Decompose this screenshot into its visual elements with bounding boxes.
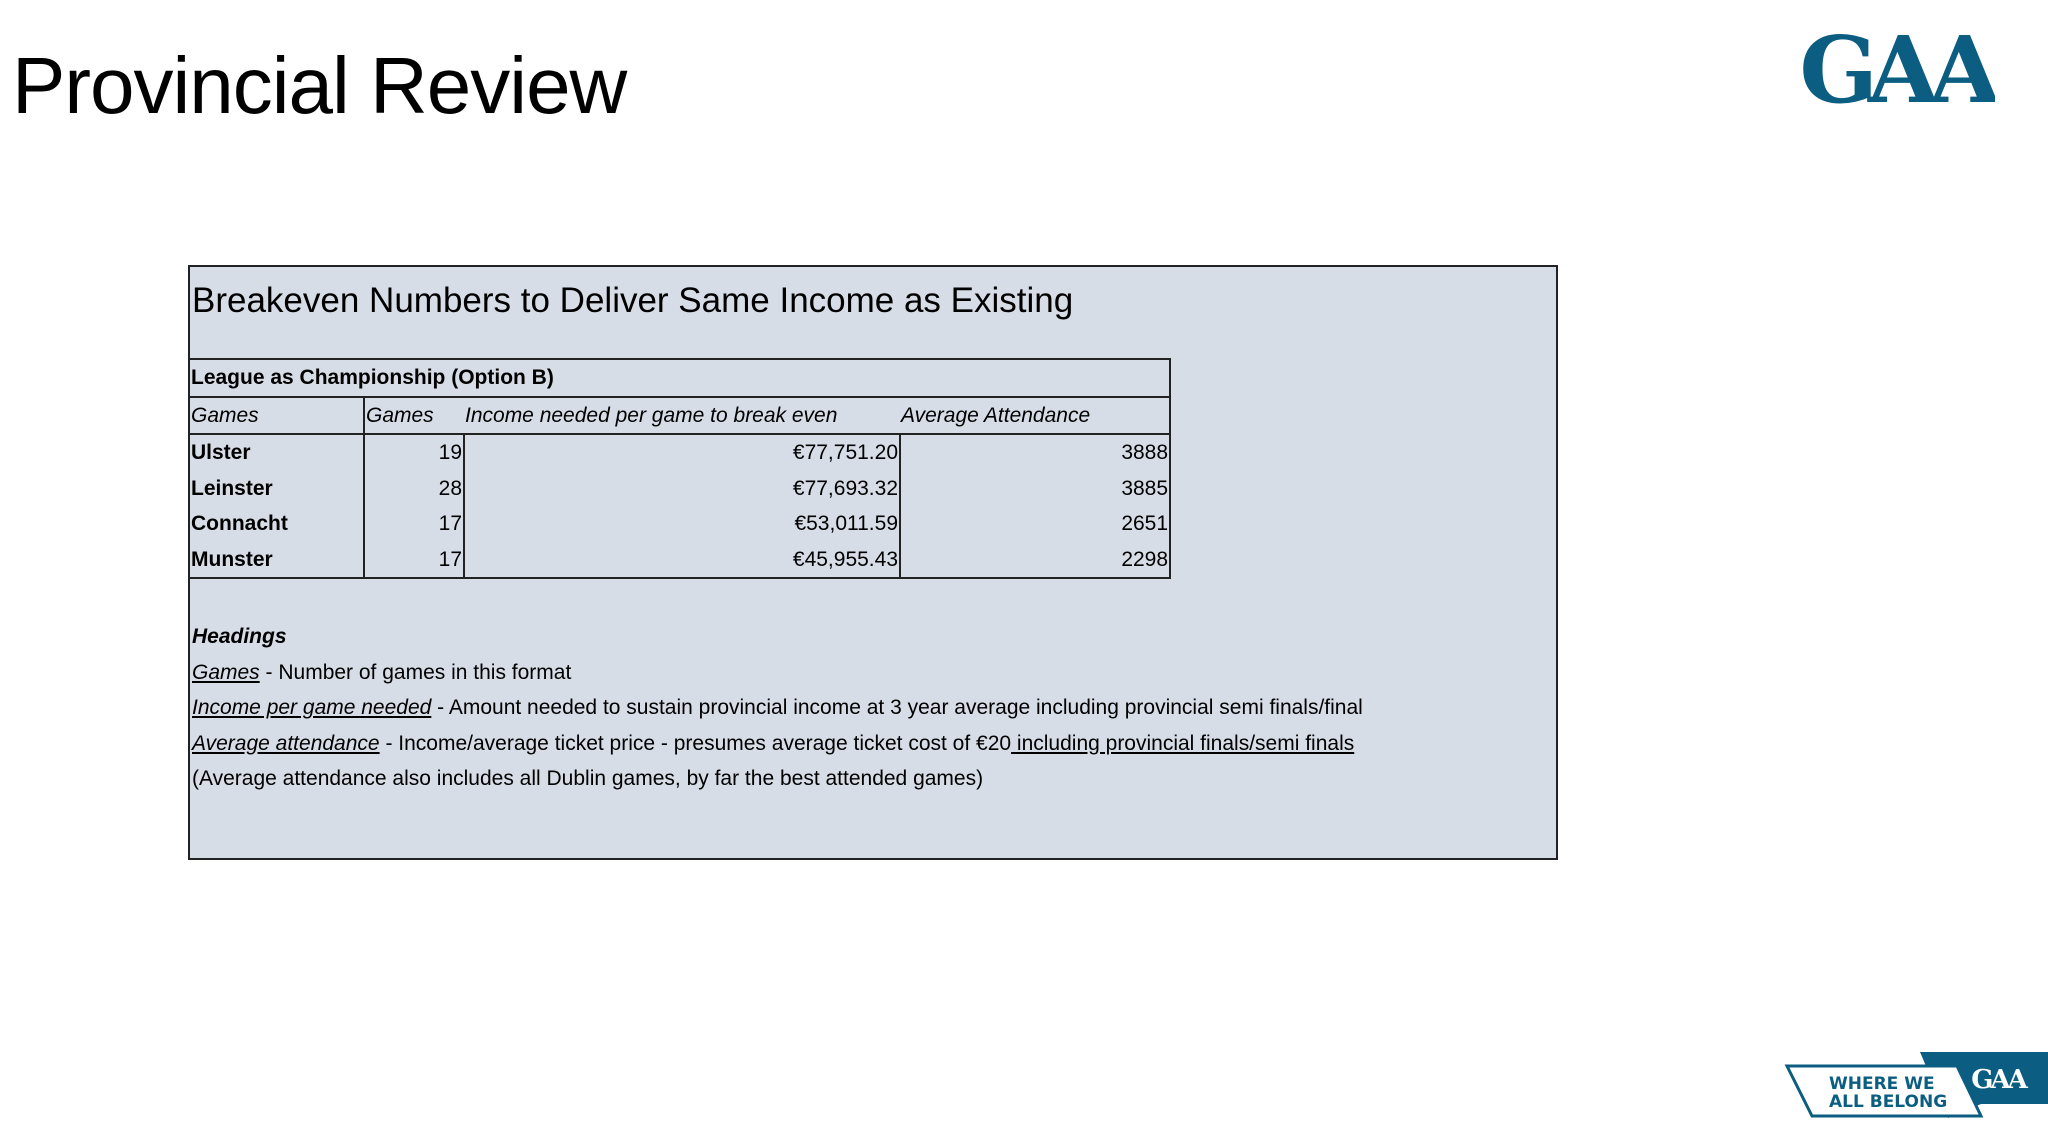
panel-title: Breakeven Numbers to Deliver Same Income as Existing: [192, 281, 1074, 320]
table-row: [190, 542, 1170, 579]
table-caption-row: [190, 359, 1170, 397]
header-region: Games: [190, 397, 364, 435]
row-games: 28: [364, 471, 464, 507]
header-attendance: Average Attendance: [900, 397, 1170, 435]
table-row: [190, 506, 1170, 542]
header-income: Income needed per game to break even: [464, 397, 900, 435]
notes-heading: Headings: [192, 625, 287, 648]
svg-text:WHERE WE: WHERE WE: [1829, 1074, 1935, 1094]
note-attendance: [192, 726, 1532, 762]
note-attendance-term: Average attendance: [192, 731, 380, 755]
row-region: Munster: [190, 542, 364, 579]
svg-text:ALL BELONG: ALL BELONG: [1829, 1092, 1948, 1112]
row-attendance: 3888: [900, 434, 1170, 471]
table-header-row: [190, 397, 1170, 435]
breakeven-panel: [188, 265, 1558, 860]
svg-text:GAA: GAA: [1971, 1065, 2025, 1095]
svg-text:GAA: GAA: [1799, 28, 1991, 112]
note-games-def: - Number of games in this format: [259, 660, 572, 684]
note-attendance-def: - Income/average ticket price - presumes average ticket cost of €20: [379, 731, 1012, 755]
header-games: Games: [364, 397, 464, 435]
row-games: 17: [364, 506, 464, 542]
table-row: [190, 434, 1170, 471]
note-games-term: Games: [192, 660, 260, 684]
table-caption: League as Championship (Option B): [190, 359, 1170, 397]
row-region: Connacht: [190, 506, 364, 542]
where-we-all-belong-badge: [1783, 1050, 2048, 1120]
row-attendance: 2298: [900, 542, 1170, 579]
note-income-term: Income per game needed: [192, 696, 432, 719]
row-games: 17: [364, 542, 464, 579]
row-income: €45,955.43: [464, 542, 900, 579]
table-row: [190, 471, 1170, 507]
note-income: [192, 690, 1532, 726]
row-income: €53,011.59: [464, 506, 900, 542]
row-region: Leinster: [190, 471, 364, 507]
note-games: [192, 655, 1532, 691]
row-games: 19: [364, 434, 464, 471]
row-income: €77,751.20: [464, 434, 900, 471]
note-income-def: - Amount needed to sustain provincial income at 3 year average including provincial semi finals/final: [431, 696, 1363, 719]
note-footnote: (Average attendance also includes all Dublin games, by far the best attended games): [192, 767, 984, 790]
gaa-logo: [1795, 28, 1995, 112]
row-attendance: 2651: [900, 506, 1170, 542]
row-attendance: 3885: [900, 471, 1170, 507]
row-region: Ulster: [190, 434, 364, 471]
headings-notes: [192, 619, 1532, 797]
slide-title: Provincial Review: [12, 41, 627, 130]
row-income: €77,693.32: [464, 471, 900, 507]
note-attendance-def-underlined: including provincial finals/semi finals: [1011, 731, 1355, 755]
breakeven-table: [190, 358, 1171, 579]
